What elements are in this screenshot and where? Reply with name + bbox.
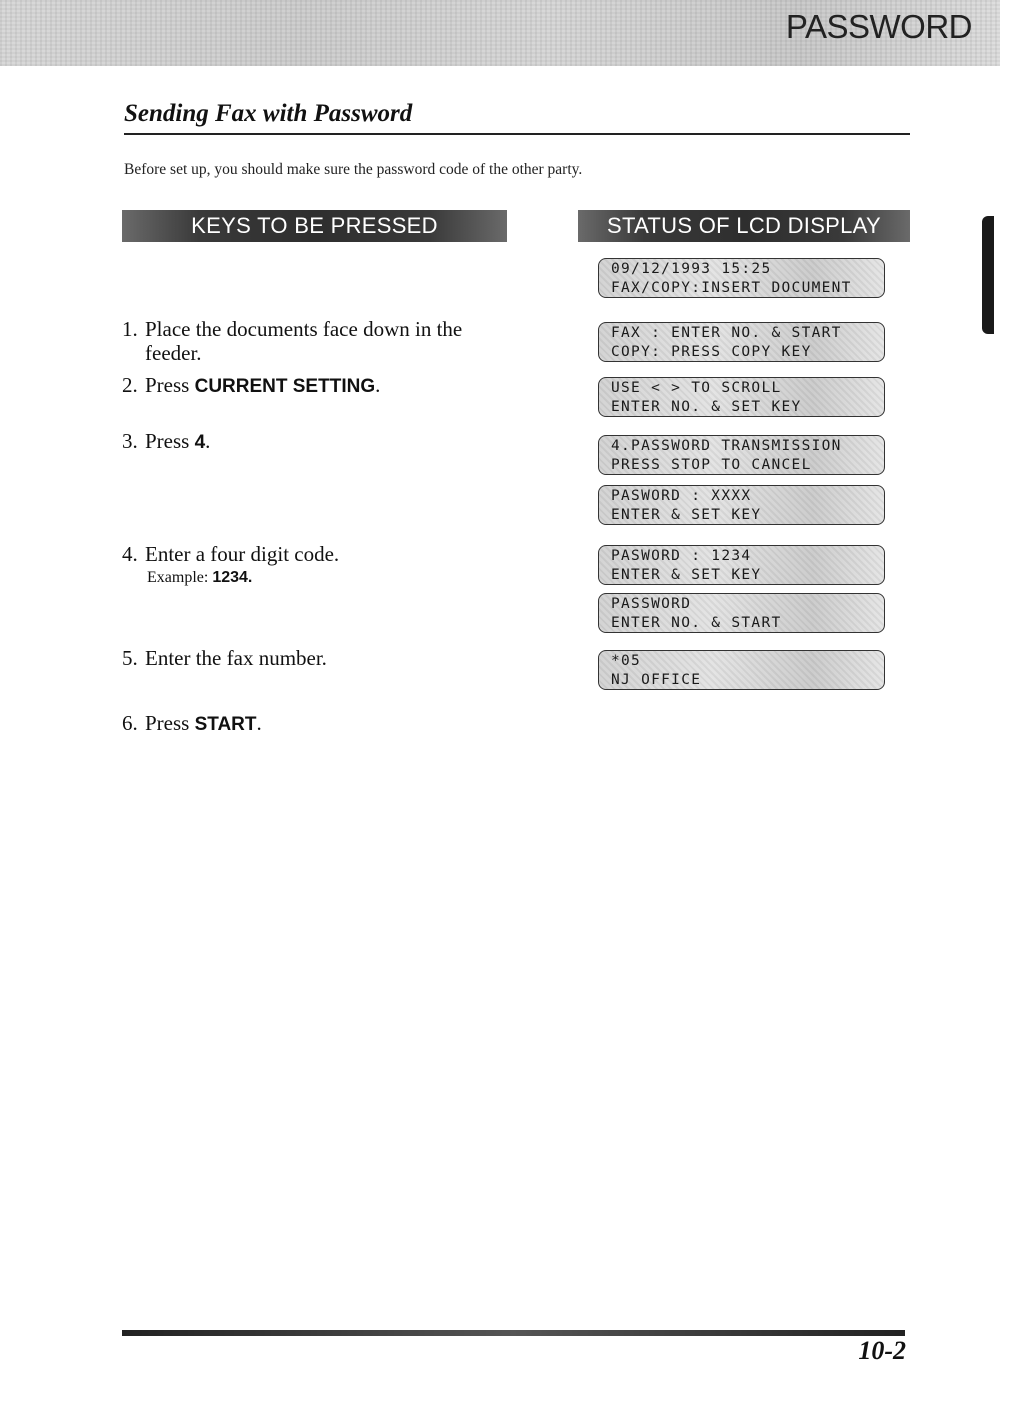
page-number: 10-2 xyxy=(858,1336,906,1365)
section-title: Sending Fax with Password xyxy=(124,100,413,127)
lcd-display-3: USE < > TO SCROLL ENTER NO. & SET KEY xyxy=(598,377,885,417)
lcd-column-header: STATUS OF LCD DISPLAY xyxy=(578,210,910,242)
header-band xyxy=(0,0,1000,66)
step-3: 3. Press 4. xyxy=(122,429,211,453)
step-5: 5. Enter the fax number. xyxy=(122,646,327,670)
lcd-display-7: PASSWORD ENTER NO. & START xyxy=(598,593,885,633)
lcd-display-8: *05 NJ OFFICE xyxy=(598,650,885,690)
step-6: 6. Press START. xyxy=(122,711,262,735)
intro-text: Before set up, you should make sure the password code of the other party. xyxy=(124,161,583,178)
step-2: 2. Press CURRENT SETTING. xyxy=(122,373,381,397)
lcd-display-5: PASWORD : XXXX ENTER & SET KEY xyxy=(598,485,885,525)
key-current-setting: CURRENT SETTING xyxy=(194,376,376,397)
keys-column-header: KEYS TO BE PRESSED xyxy=(122,210,507,242)
chapter-title: PASSWORD xyxy=(785,8,972,45)
step-1: 1. Place the documents face down in the feeder. xyxy=(122,317,463,365)
step-4: 4. Enter a four digit code. Example: 1234. xyxy=(122,542,522,590)
lcd-display-2: FAX : ENTER NO. & START COPY: PRESS COPY KEY xyxy=(598,322,885,362)
lcd-display-4: 4.PASSWORD TRANSMISSION PRESS STOP TO CANCEL xyxy=(598,435,885,475)
example-text: Example: 1234. xyxy=(147,569,253,586)
key-4: 4 xyxy=(194,432,206,453)
lcd-display-1: 09/12/1993 15:25 FAX/COPY:INSERT DOCUMENT xyxy=(598,258,885,298)
lcd-display-6: PASWORD : 1234 ENTER & SET KEY xyxy=(598,545,885,585)
key-start: START xyxy=(194,714,257,735)
section-divider xyxy=(124,133,910,135)
footer-bar xyxy=(122,1330,905,1336)
chapter-tab-marker xyxy=(982,216,994,334)
